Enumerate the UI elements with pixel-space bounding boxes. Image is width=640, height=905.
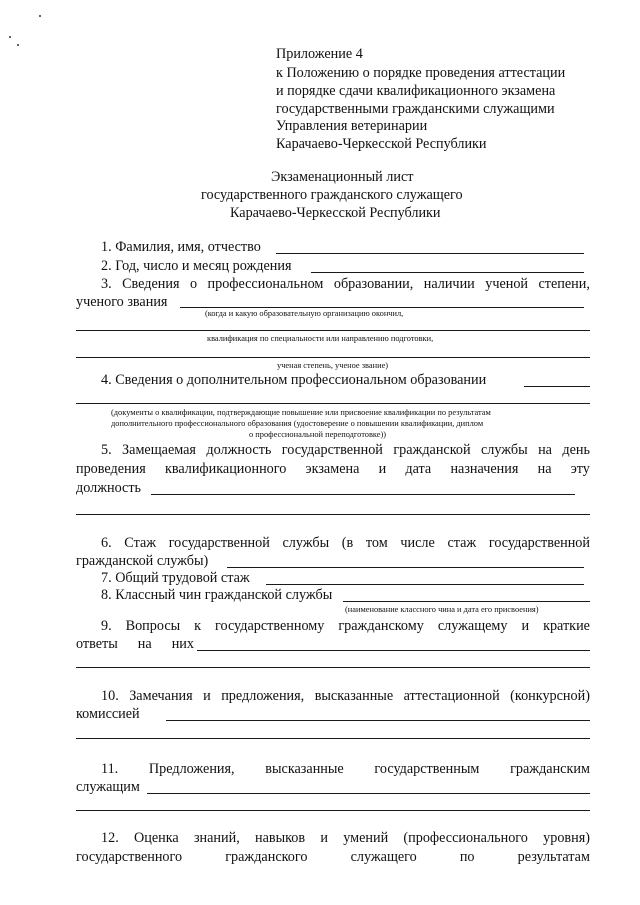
field-7-label: 7. Общий трудовой стаж — [101, 570, 250, 586]
word: (в — [341, 535, 354, 551]
title-line: Экзаменационный лист — [271, 169, 414, 185]
word: государственной — [488, 535, 590, 551]
field-5-label-line3: должность — [76, 480, 142, 496]
field-11-line[interactable] — [147, 793, 590, 794]
field-10-label-line2: комиссией — [76, 706, 140, 722]
field-3-hint: ученая степень, ученое звание) — [277, 361, 389, 370]
word: государственного — [76, 849, 183, 865]
field-9-label-line1 — [101, 618, 590, 634]
word: высказанные — [314, 688, 394, 704]
word: проведения — [76, 461, 146, 477]
word: и — [320, 830, 328, 846]
field-3-line[interactable] — [76, 357, 590, 358]
word: (профессионального — [403, 830, 528, 846]
appendix-line: Управления ветеринарии — [276, 118, 428, 134]
field-3-hint: квалификация по специальности или направлению подготовки, — [207, 334, 434, 343]
word: ученой — [485, 276, 529, 292]
field-7-line[interactable] — [266, 584, 584, 585]
appendix-line: Карачаево-Черкесской Республики — [276, 136, 487, 152]
word: стаж — [447, 535, 477, 551]
word: Сведения — [122, 276, 180, 292]
appendix-line: государственными гражданскими служащими — [276, 101, 555, 117]
word: и — [521, 618, 530, 634]
word: наличии — [423, 276, 475, 292]
word: по — [459, 849, 475, 865]
field-12-label-line2 — [76, 849, 590, 865]
field-3-label-line2: ученого звания — [76, 294, 168, 310]
word: на — [537, 461, 552, 477]
field-3-label-line1 — [101, 276, 590, 292]
word: и — [203, 688, 211, 704]
field-6-label-line2: гражданской службы) — [76, 553, 209, 569]
title-line: Карачаево-Черкесской Республики — [230, 205, 441, 221]
field-3-line[interactable] — [76, 330, 590, 331]
word: 11. — [101, 761, 119, 777]
word: образовании, — [333, 276, 414, 292]
word: ответы — [76, 636, 118, 652]
word: государственному — [215, 618, 325, 634]
field-10-line[interactable] — [166, 720, 590, 721]
word: знаний, — [193, 830, 240, 846]
word: гражданским — [510, 761, 590, 777]
field-4-label: 4. Сведения о дополнительном профессиональном образовании — [101, 372, 487, 388]
field-8-line[interactable] — [343, 601, 590, 602]
word: (конкурсной) — [510, 688, 590, 704]
word: предложения, — [221, 688, 305, 704]
word: экзамена — [305, 461, 360, 477]
word: дата — [405, 461, 432, 477]
word: аттестационной — [403, 688, 500, 704]
field-8-hint: (наименование классного чина и дата его присвоения) — [345, 605, 539, 614]
word: служащего — [350, 849, 417, 865]
field-4-hint: о профессиональной переподготовке)) — [249, 430, 387, 439]
appendix-line: к Положению о порядке проведения аттестации — [276, 65, 566, 81]
scan-speck — [39, 15, 41, 17]
word: Предложения, — [148, 761, 235, 777]
field-3-line[interactable] — [180, 307, 584, 308]
field-10-line[interactable] — [76, 738, 590, 739]
word: Оценка — [133, 830, 179, 846]
title-line: государственного гражданского служащего — [201, 187, 463, 203]
word: должность — [206, 442, 272, 458]
word: на — [538, 442, 552, 458]
field-9-line[interactable] — [76, 667, 590, 668]
field-3-hint: (когда и какую образовательную организацию окончил, — [205, 309, 404, 318]
word: том — [365, 535, 388, 551]
field-12-label-line1 — [101, 830, 590, 846]
word: профессиональном — [207, 276, 324, 292]
word: высказанные — [265, 761, 344, 777]
word: степени, — [538, 276, 590, 292]
word: числе — [400, 535, 435, 551]
field-1-line[interactable] — [276, 253, 584, 254]
field-9-label-line2 — [76, 636, 194, 652]
field-5-label-line2 — [76, 461, 590, 477]
word: эту — [570, 461, 590, 477]
field-9-line[interactable] — [197, 650, 590, 651]
word: них — [171, 636, 194, 652]
word: государственной — [168, 535, 270, 551]
scan-speck — [9, 36, 11, 38]
word: день — [562, 442, 590, 458]
field-8-label: 8. Классный чин гражданской службы — [101, 587, 333, 603]
word: к — [194, 618, 202, 634]
word: на — [137, 636, 152, 652]
field-1-label: 1. Фамилия, имя, отчество — [101, 239, 261, 255]
field-10-label-line1 — [101, 688, 590, 704]
word: навыков — [255, 830, 306, 846]
field-5-line[interactable] — [151, 494, 575, 495]
field-11-label-line1 — [101, 761, 590, 777]
word: 3. — [101, 276, 112, 292]
field-4-hint: дополнительного профессионального образования (удостоверение о повышении квалификации, диплом — [111, 419, 484, 428]
word: гражданскому — [338, 618, 424, 634]
word: Вопросы — [125, 618, 181, 634]
field-4-line[interactable] — [76, 403, 590, 404]
word: 6. — [101, 535, 112, 551]
field-5-label-line1 — [101, 442, 590, 458]
word: гражданской — [393, 442, 471, 458]
scan-speck — [17, 44, 19, 46]
word: результатам — [517, 849, 590, 865]
field-2-label: 2. Год, число и месяц рождения — [101, 258, 292, 274]
word: Стаж — [124, 535, 157, 551]
field-5-line[interactable] — [76, 514, 590, 515]
word: государственным — [374, 761, 480, 777]
field-4-line[interactable] — [524, 386, 590, 387]
word: о — [189, 276, 198, 292]
word: 10. — [101, 688, 119, 704]
word: умений — [343, 830, 389, 846]
word: уровня) — [543, 830, 590, 846]
word: и — [378, 461, 387, 477]
field-6-line[interactable] — [227, 567, 584, 568]
word: назначения — [450, 461, 519, 477]
field-4-hint: (документы о квалификации, подтверждающие повышение или присвоение квалификации по результатам — [111, 408, 491, 417]
word: 5. — [101, 442, 112, 458]
appendix-line: и порядке сдачи квалификационного экзамена — [276, 83, 556, 99]
word: службы — [481, 442, 528, 458]
word: служащему — [437, 618, 508, 634]
word: службы — [282, 535, 330, 551]
word: краткие — [543, 618, 590, 634]
field-11-label-line2: служащим — [76, 779, 140, 795]
field-2-line[interactable] — [311, 272, 584, 273]
field-11-line[interactable] — [76, 810, 590, 811]
word: гражданского — [225, 849, 308, 865]
field-6-label-line1 — [101, 535, 590, 551]
word: Замещаемая — [122, 442, 196, 458]
word: Замечания — [129, 688, 193, 704]
word: 9. — [101, 618, 112, 634]
word: 12. — [101, 830, 119, 846]
appendix-title: Приложение 4 — [276, 46, 363, 62]
word: государственной — [281, 442, 383, 458]
word: квалификационного — [164, 461, 287, 477]
